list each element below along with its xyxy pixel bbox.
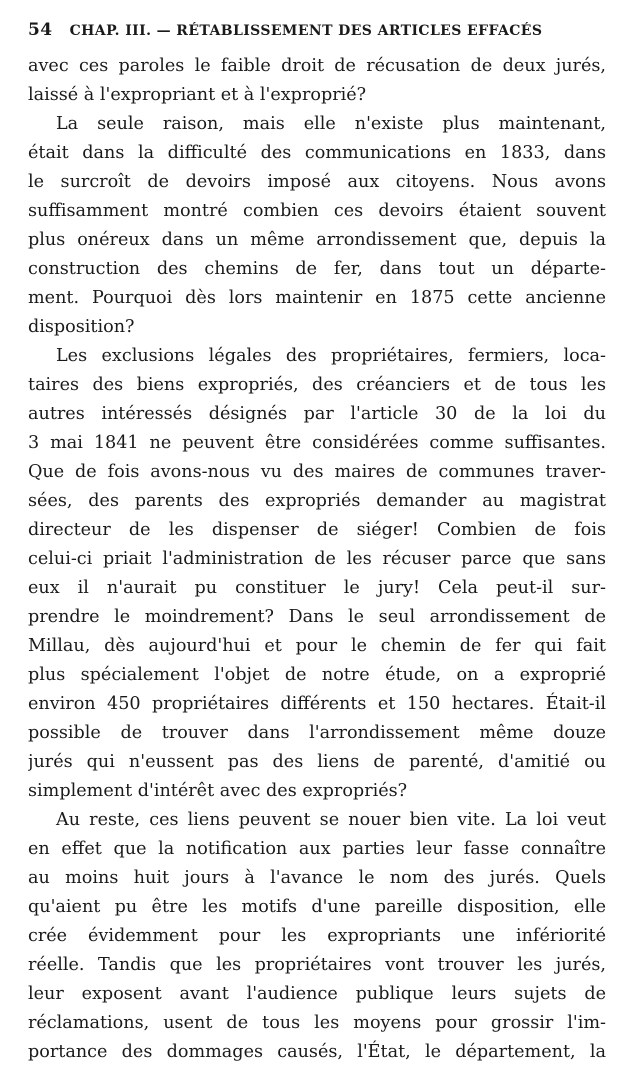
page-header xyxy=(28,16,608,44)
text-line: le surcroît de devoirs imposé aux citoyens. Nous avons xyxy=(28,172,606,192)
text-line: Les exclusions légales des propriétaires, fermiers, loca- xyxy=(56,346,606,366)
body-text xyxy=(28,52,606,1067)
text-line: plus spécialement l'objet de notre étude, on a exproprié xyxy=(28,665,606,685)
text-line: autres intéressés désignés par l'article 30 de la loi du xyxy=(28,404,606,424)
text-line: au moins huit jours à l'avance le nom des jurés. Quels xyxy=(28,868,606,888)
text-line: plus onéreux dans un même arrondissement que, depuis la xyxy=(28,230,606,250)
text-line: La seule raison, mais elle n'existe plus maintenant, xyxy=(56,114,606,134)
text-line: environ 450 propriétaires différents et 150 hectares. Était-il xyxy=(28,694,606,714)
text-line: qu'aient pu être les motifs d'une pareille disposition, elle xyxy=(28,897,606,917)
running-title: CHAP. III. — RÉTABLISSEMENT DES ARTICLES EFFACÉS xyxy=(69,23,543,39)
text-line: eux il n'aurait pu constituer le jury! Cela peut-il sur- xyxy=(28,578,606,598)
text-line: Au reste, ces liens peuvent se nouer bien vite. La loi veut xyxy=(56,810,606,830)
text-line: Millau, dès aujourd'hui et pour le chemin de fer qui fait xyxy=(28,636,606,656)
text-line: réelle. Tandis que les propriétaires vont trouver les jurés, xyxy=(28,955,606,975)
text-line: en effet que la notification aux parties leur fasse connaître xyxy=(28,839,606,859)
text-line: était dans la difficulté des communications en 1833, dans xyxy=(28,143,606,163)
text-line: ment. Pourquoi dès lors maintenir en 1875 cette ancienne xyxy=(28,288,606,308)
text-line: jurés qui n'eussent pas des liens de parenté, d'amitié ou xyxy=(28,752,606,772)
text-line: 3 mai 1841 ne peuvent être considérées comme suffisantes. xyxy=(28,433,606,453)
text-line: prendre le moindrement? Dans le seul arrondissement de xyxy=(28,607,606,627)
text-line: disposition? xyxy=(28,317,135,337)
page-number: 54 xyxy=(28,20,53,40)
text-line: suffisamment montré combien ces devoirs étaient souvent xyxy=(28,201,606,221)
text-line: avec ces paroles le faible droit de récusation de deux jurés, xyxy=(28,56,606,76)
text-line: sées, des parents des expropriés demander au magistrat xyxy=(28,491,606,511)
text-line: construction des chemins de fer, dans tout un départe- xyxy=(28,259,606,279)
text-line: directeur de les dispenser de siéger! Combien de fois xyxy=(28,520,606,540)
text-line: réclamations, usent de tous les moyens pour grossir l'im- xyxy=(28,1013,606,1033)
text-line: taires des biens expropriés, des créanciers et de tous les xyxy=(28,375,606,395)
text-line: Que de fois avons-nous vu des maires de communes traver- xyxy=(28,462,606,482)
text-line: leur exposent avant l'audience publique leurs sujets de xyxy=(28,984,606,1004)
text-line: laissé à l'expropriant et à l'exproprié? xyxy=(28,85,367,105)
text-line: crée évidemment pour les expropriants une infériorité xyxy=(28,926,606,946)
text-line: portance des dommages causés, l'État, le département, la xyxy=(28,1042,606,1062)
text-line: simplement d'intérêt avec des expropriés? xyxy=(28,781,408,801)
text-line: celui-ci priait l'administration de les récuser parce que sans xyxy=(28,549,606,569)
text-line: possible de trouver dans l'arrondissement même douze xyxy=(28,723,606,743)
